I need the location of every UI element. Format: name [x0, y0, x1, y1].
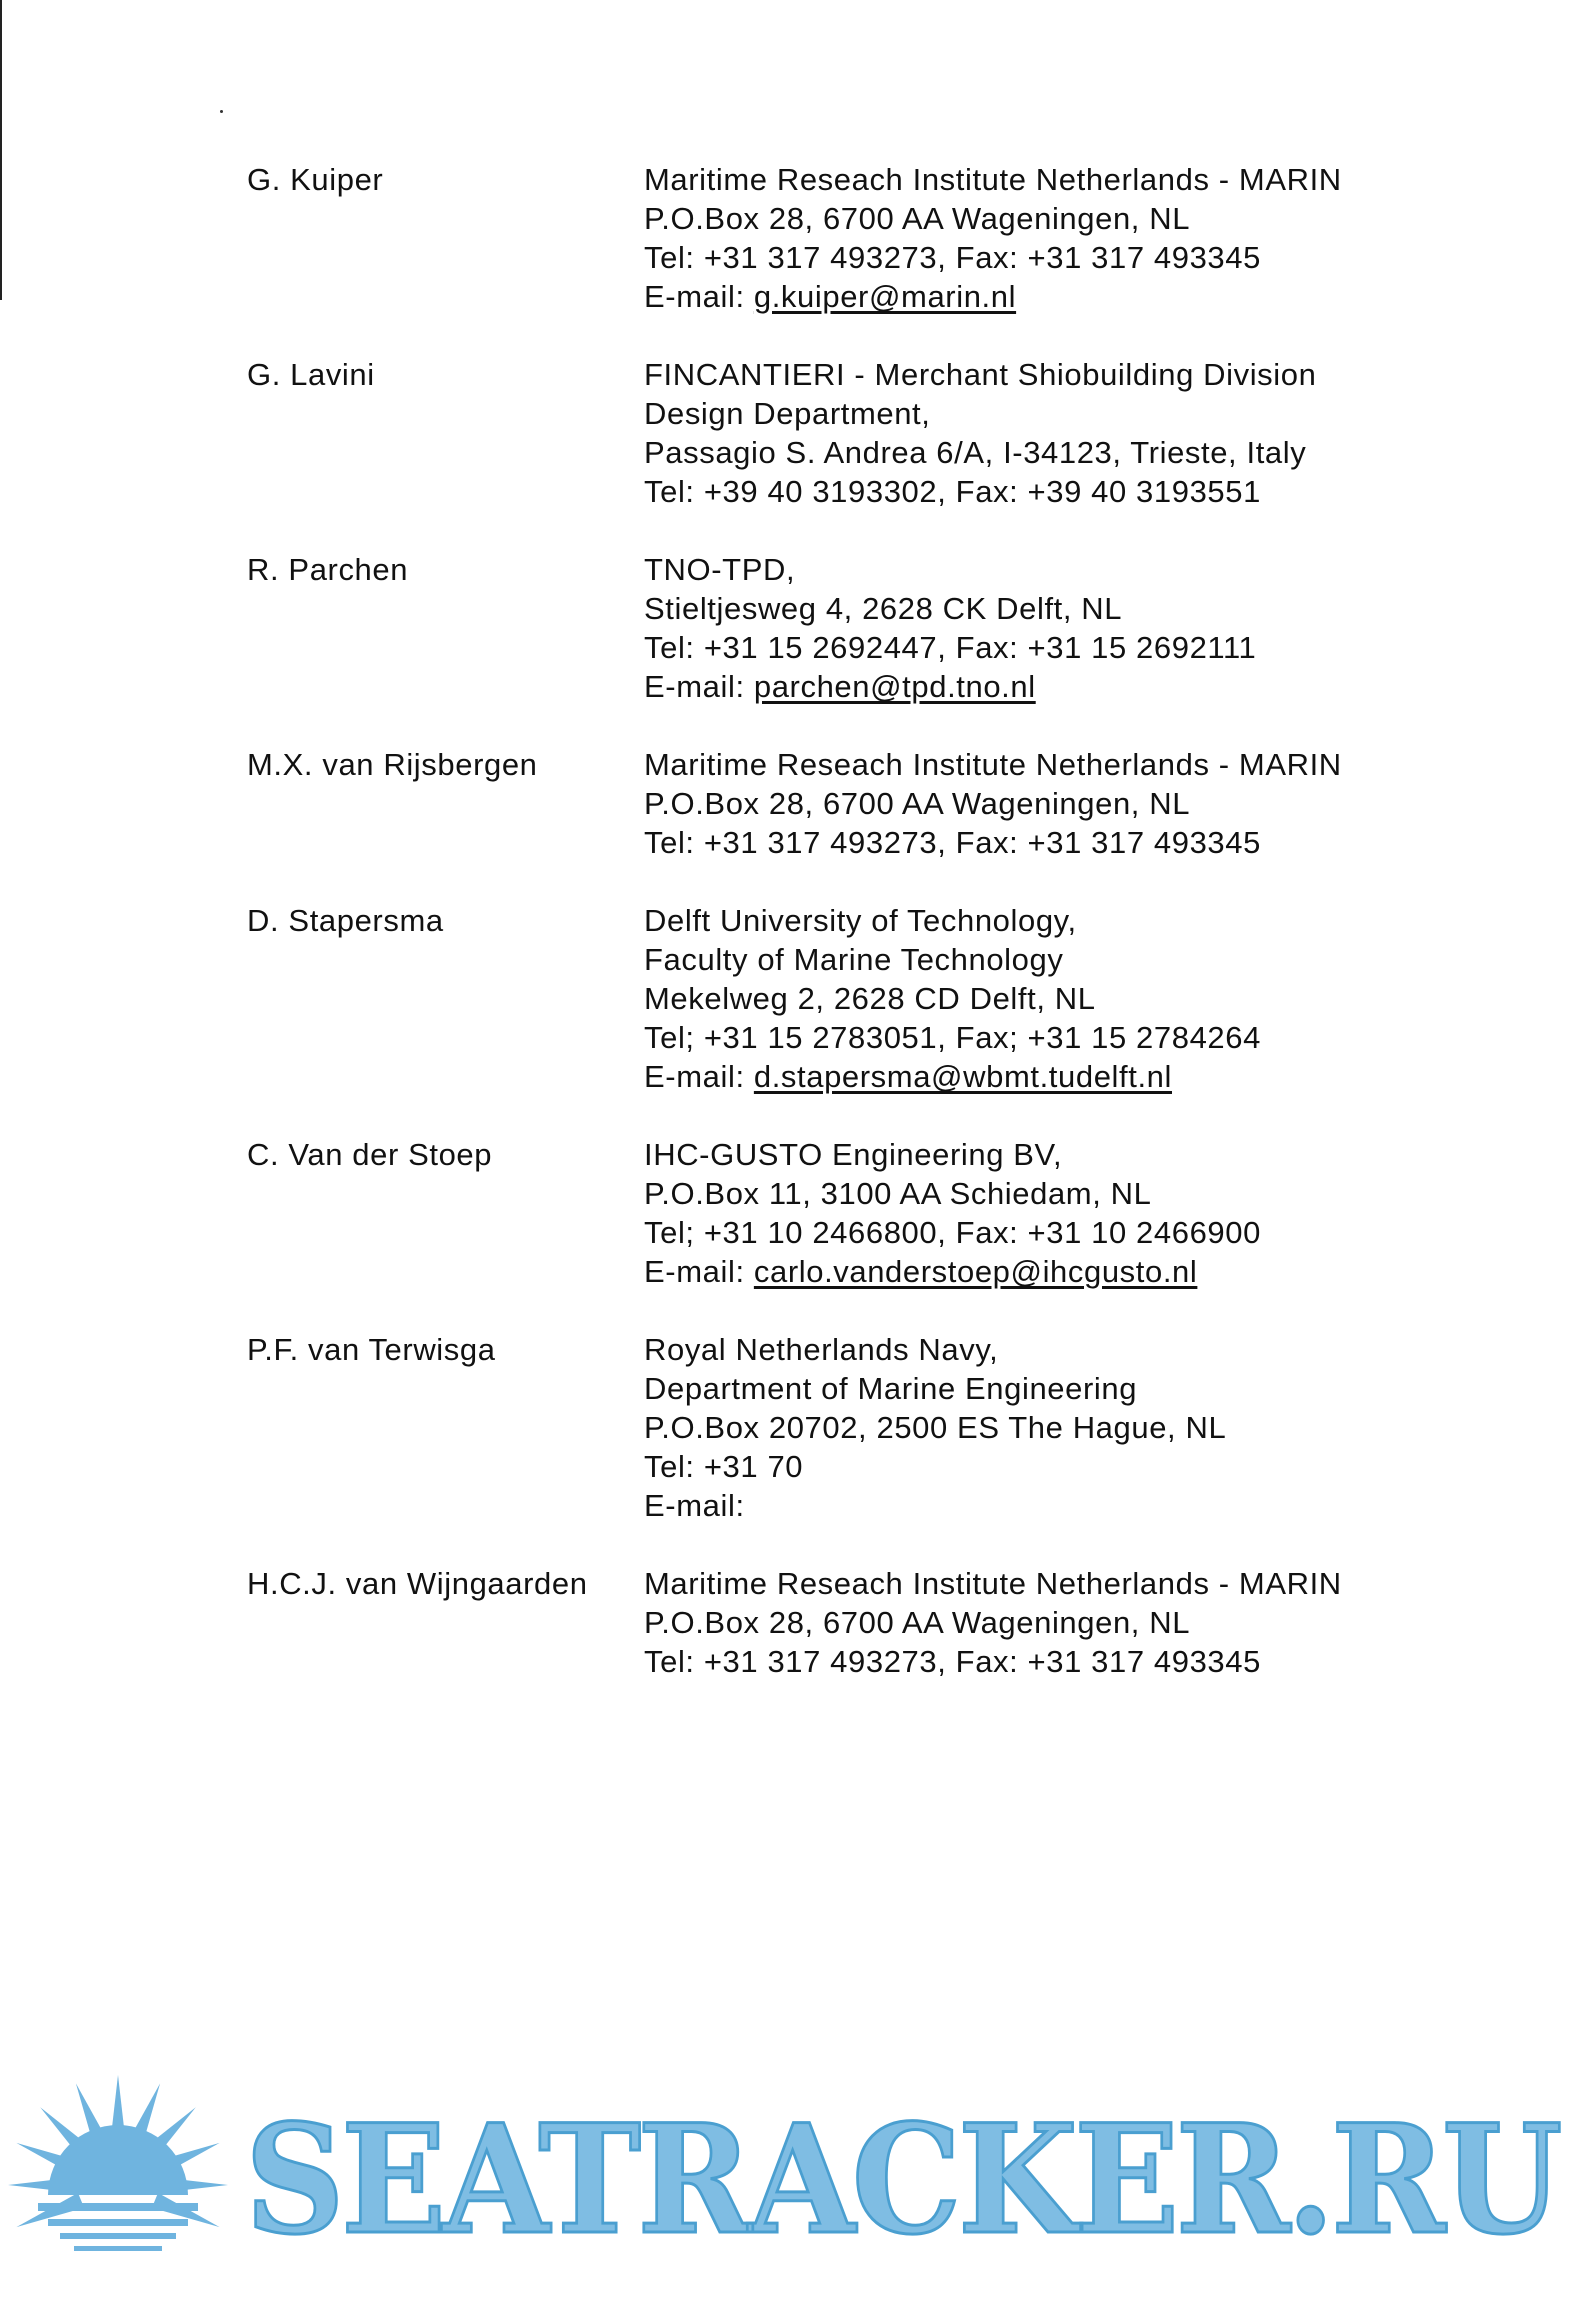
phone-line: Tel: +31 317 493273, Fax: +31 317 493345 [644, 240, 1261, 275]
address-line: FINCANTIERI - Merchant Shiobuilding Division [644, 357, 1317, 392]
contact-entry [247, 160, 1427, 316]
contact-name: M.X. van Rijsbergen [247, 747, 538, 782]
email-line [644, 1057, 1427, 1096]
contact-name: C. Van der Stoep [247, 1137, 493, 1172]
email-link[interactable]: parchen@tpd.tno.nl [753, 669, 1036, 704]
address-line: Passagio S. Andrea 6/A, I-34123, Trieste, Italy [644, 435, 1307, 470]
watermark [0, 2065, 1583, 2303]
contact-entry [247, 1330, 1427, 1525]
email-line: E-mail: [644, 1488, 745, 1523]
contact-name: P.F. van Terwisga [247, 1332, 496, 1367]
address-line: Royal Netherlands Navy, [644, 1332, 999, 1367]
email-label: E-mail: [644, 1254, 754, 1289]
contact-details [644, 160, 1427, 316]
contact-details [644, 901, 1427, 1096]
contact-details [644, 1564, 1427, 1681]
contact-details [644, 1330, 1427, 1525]
page-edge-line [0, 0, 2, 300]
watermark-text: SEATRACKER.RU [245, 2092, 1559, 2268]
phone-line: Tel: +39 40 3193302, Fax: +39 40 3193551 [644, 474, 1261, 509]
contact-name: G. Lavini [247, 357, 375, 392]
phone-line: Tel; +31 10 2466800, Fax: +31 10 2466900 [644, 1215, 1261, 1250]
contact-details [644, 1135, 1427, 1291]
email-line [644, 667, 1427, 706]
contact-entry [247, 550, 1427, 706]
contact-name: H.C.J. van Wijngaarden [247, 1566, 588, 1601]
email-line [644, 277, 1427, 316]
phone-line: Tel: +31 317 493273, Fax: +31 317 493345 [644, 1644, 1261, 1679]
phone-line: Tel: +31 15 2692447, Fax: +31 15 2692111 [644, 630, 1257, 665]
address-line: P.O.Box 28, 6700 AA Wageningen, NL [644, 201, 1191, 236]
contact-details [644, 550, 1427, 706]
address-line: P.O.Box 28, 6700 AA Wageningen, NL [644, 786, 1191, 821]
scan-speck [220, 110, 223, 113]
address-line: Department of Marine Engineering [644, 1371, 1138, 1406]
address-line: Maritime Reseach Institute Netherlands - MARIN [644, 747, 1342, 782]
contact-list [247, 160, 1427, 1720]
email-link[interactable]: carlo.vanderstoep@ihcgusto.nl [753, 1254, 1198, 1289]
address-line: IHC-GUSTO Engineering BV, [644, 1137, 1063, 1172]
contact-entry [247, 1564, 1427, 1681]
address-line: Mekelweg 2, 2628 CD Delft, NL [644, 981, 1096, 1016]
address-line: Design Department, [644, 396, 931, 431]
address-line: TNO-TPD, [644, 552, 796, 587]
email-line [644, 1252, 1427, 1291]
contact-entry [247, 745, 1427, 862]
email-link[interactable]: g.kuiper@marin.nl [753, 279, 1017, 314]
contact-name: R. Parchen [247, 552, 409, 587]
contact-entry [247, 1135, 1427, 1291]
phone-line: Tel; +31 15 2783051, Fax; +31 15 2784264 [644, 1020, 1261, 1055]
contact-entry [247, 355, 1427, 511]
contact-details [644, 355, 1427, 511]
phone-line: Tel: +31 70 [644, 1449, 804, 1484]
address-line: Delft University of Technology, [644, 903, 1077, 938]
email-label: E-mail: [644, 1059, 754, 1094]
address-line: Faculty of Marine Technology [644, 942, 1064, 977]
contact-name: D. Stapersma [247, 903, 444, 938]
address-line: Maritime Reseach Institute Netherlands - MARIN [644, 1566, 1342, 1601]
sun-icon [8, 2075, 228, 2295]
address-line: Stieltjesweg 4, 2628 CK Delft, NL [644, 591, 1123, 626]
contact-entry [247, 901, 1427, 1096]
address-line: P.O.Box 20702, 2500 ES The Hague, NL [644, 1410, 1227, 1445]
address-line: Maritime Reseach Institute Netherlands - MARIN [644, 162, 1342, 197]
email-label: E-mail: [644, 279, 754, 314]
address-line: P.O.Box 28, 6700 AA Wageningen, NL [644, 1605, 1191, 1640]
email-link[interactable]: d.stapersma@wbmt.tudelft.nl [753, 1059, 1172, 1094]
contact-name: G. Kuiper [247, 162, 384, 197]
phone-line: Tel: +31 317 493273, Fax: +31 317 493345 [644, 825, 1261, 860]
contact-details [644, 745, 1427, 862]
email-label: E-mail: [644, 669, 754, 704]
address-line: P.O.Box 11, 3100 AA Schiedam, NL [644, 1176, 1152, 1211]
